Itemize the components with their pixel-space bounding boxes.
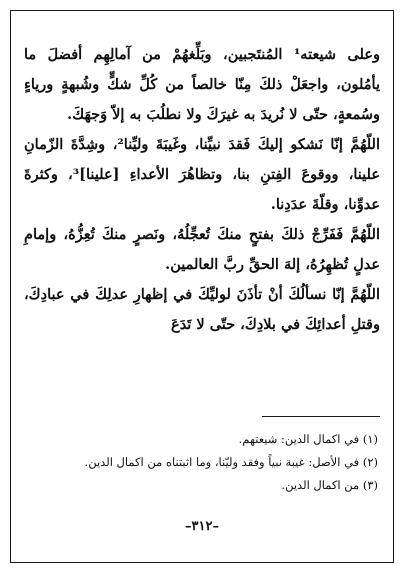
footnote: (٣) من اكمال الدين. [281, 478, 378, 492]
footnote-divider [262, 416, 380, 417]
paragraph: اللّهُمَّ فَفَرِّجْ ذلكَ بفتحٍ منكَ تُعجِّلُهُ، ونَصرٍ منكَ تُعِزُّهُ، وإمامِ عدلٍ تُظهِرُهُ، إلهَ الحقِّ ربَّ العالمين. [24, 226, 380, 273]
main-text [24, 40, 380, 340]
paragraph: اللّهُمَّ إنّا نَشكو إليكَ فَقدَ نبيِّنا، وغَيبَةَ وليِّنا²، وشِدَّةَ الزّمانِ علينا، ووقوعَ الفِتنِ بنا، وتظاهُرَ الأعداءِ [علينا]³، وكثرةَ عدوِّنا، وقلّةَ عدَدِنا. [24, 136, 381, 213]
footnotes [24, 428, 378, 497]
paragraph: وعلى شيعته¹ المُنتَجبين، وبَلِّغهُمْ من آمالِهِم أفضلَ ما يأمُلون، واجعَلْ ذلكَ مِنّا خالصاً من كُلِّ شكٍّ وشُبهةٍ ورياءٍ وسُمعةٍ، حتّى لا نُريدَ به غيرَكَ ولا نطلُبَ به إلاّ وَجهَكَ. [24, 46, 380, 123]
footnote: (٢) في الأصل: غيبة نبياً وفقد وليّنا، وما اثبتناه من اكمال الدين. [84, 455, 378, 469]
page-number: –٣١٢– [185, 519, 219, 534]
footnote: (١) في اكمال الدين: شيعتهم. [238, 432, 378, 446]
paragraph: اللّهُمَّ إنّا نسألُكَ أنْ تأذَنَ لوليِّكَ في إظهارِ عدلِكَ في عبادِكَ، وقتلِ أعدائِكَ في بلادِكَ، حتّى لا تَدَعَ [24, 286, 380, 333]
